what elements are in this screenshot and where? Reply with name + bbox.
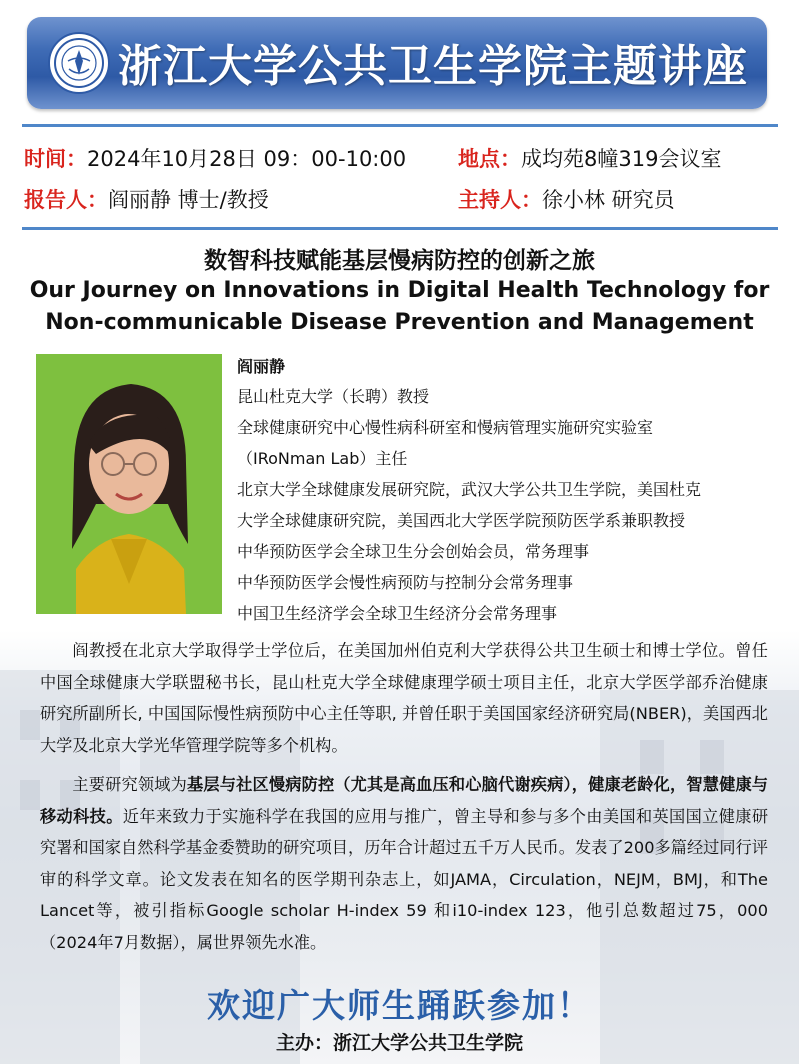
time-label: 时间： [24, 147, 87, 171]
talk-title-english-line2: Non-communicable Disease Prevention and Management [45, 310, 754, 335]
host-value: 徐小林 研究员 [542, 188, 675, 212]
time-value: 2024年10月28日 09：00-10:00 [87, 147, 407, 171]
research-details: 近年来致力于实施科学在我国的应用与推广，曾主导和参与多个由美国和英国国立健康研究署和国家自然科学基金委赞助的研究项目，历年合计超过五千万人民币。发表了200多篇经过同行评审的科学文章。论文发表在知名的医学期刊杂志上，如JAMA，Circulation，NEJM，BMJ，和The Lancet等，被引指标Google scholar H-index 59 和i10-index 123，他引总数超过75，000（2024年7月数据），属世界领先水准。 [40, 806, 769, 952]
info-speaker [24, 184, 269, 214]
bio-line: 大学全球健康研究院，美国西北大学医学院预防医学系兼职教授 [237, 511, 686, 530]
talk-title-english-line1: Our Journey on Innovations in Digital Health Technology for [29, 278, 770, 303]
paragraph-research [40, 769, 768, 958]
bio-line: 中华预防医学会慢性病预防与控制分会常务理事 [237, 573, 574, 592]
paragraph-education: 阎教授在北京大学取得学士学位后，在美国加州伯克利大学获得公共卫生硕士和博士学位。曾任中国全球健康大学联盟秘书长，昆山杜克大学全球健康理学硕士项目主任，北京大学医学部乔治健康研究所副所长, 中国国际慢性病预防中心主任等职, 并曾任职于美国国家经济研究局(NBER)，美国西北大学及北京大学光华管理学院等多个机构。 [40, 641, 768, 755]
bio-line: （IRoNman Lab）主任 [237, 449, 408, 468]
bio-line: 北京大学全球健康发展研究院，武汉大学公共卫生学院，美国杜克 [237, 480, 702, 499]
banner-title: 浙江大学公共卫生学院主题讲座 [118, 41, 748, 92]
info-host [458, 184, 675, 214]
divider-top [22, 124, 778, 127]
bio-line: 中华预防医学会全球卫生分会创始会员，常务理事 [237, 542, 590, 561]
organizer: 主办：浙江大学公共卫生学院 [275, 1032, 523, 1054]
speaker-label: 报告人： [24, 188, 108, 212]
university-logo [48, 32, 110, 94]
research-fields: 基层与社区慢病防控（尤其是高血压和心脑代谢疾病），健康老龄化，智慧健康与移动科技。 [40, 775, 768, 826]
bio-line: 中国卫生经济学会全球卫生经济分会常务理事 [237, 604, 558, 623]
research-intro: 主要研究领域为 [72, 775, 187, 794]
place-label: 地点： [458, 147, 521, 171]
host-label: 主持人： [458, 188, 542, 212]
info-time [24, 143, 406, 173]
bio-name: 阎丽静 [237, 357, 286, 376]
speaker-value: 阎丽静 博士/教授 [108, 188, 269, 212]
bio-line: 全球健康研究中心慢性病科研室和慢病管理实施研究实验室 [237, 418, 654, 437]
seal-icon [53, 37, 105, 89]
talk-title-chinese: 数智科技赋能基层慢病防控的创新之旅 [204, 248, 595, 274]
divider-bottom [22, 227, 778, 230]
bio-line: 昆山杜克大学（长聘）教授 [237, 387, 430, 406]
place-value: 成均苑8幢319会议室 [521, 147, 722, 171]
speaker-photo [36, 354, 222, 614]
welcome-message: 欢迎广大师生踊跃参加！ [207, 986, 592, 1025]
info-place [458, 143, 721, 173]
speaker-portrait-image [36, 354, 222, 614]
